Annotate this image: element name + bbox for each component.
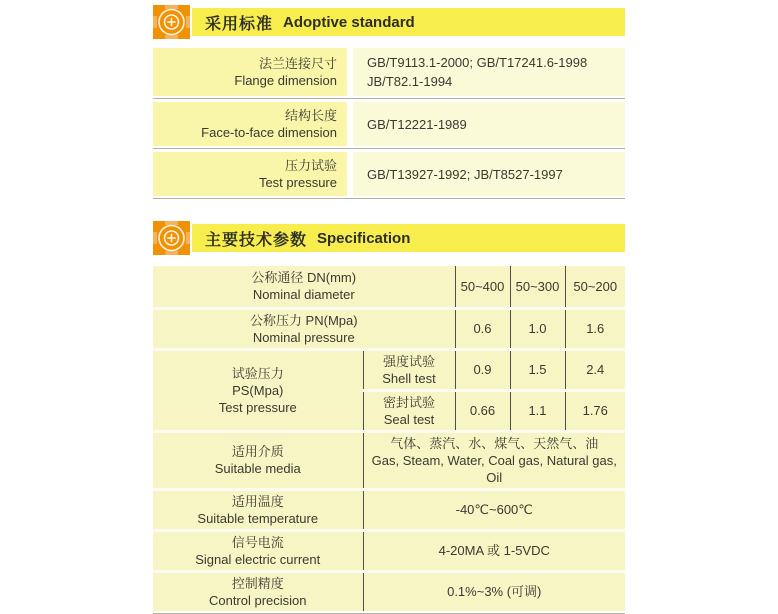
dn-value-cell: 50~400	[455, 266, 510, 308]
section-title-bar	[192, 224, 625, 252]
row-label-zh: 公称通径 DN(mm)	[251, 270, 357, 286]
shell-test-value-cell: 1.5	[510, 349, 565, 390]
row-label-en: Control precision	[208, 592, 307, 608]
valve-target-logo-icon	[153, 5, 190, 39]
section-header-adoptive-standard	[153, 5, 625, 39]
shell-test-value-cell: 2.4	[565, 349, 625, 390]
section-header-specification	[153, 221, 625, 255]
seal-test-value-cell: 0.66	[455, 390, 510, 431]
sub-label-zh: 强度试验	[382, 353, 435, 369]
seal-test-value-cell: 1.1	[510, 390, 565, 431]
row-label-unit: PS(Mpa)	[232, 382, 284, 398]
row-label-en: Flange dimension	[234, 73, 337, 88]
row-label-zh: 控制精度	[231, 575, 284, 591]
table-row-nominal-diameter	[153, 266, 625, 308]
table-row-control-precision	[153, 571, 625, 611]
row-label	[153, 530, 363, 571]
row-value	[353, 102, 625, 146]
pn-value-cell: 1.0	[510, 308, 565, 349]
row-label-en: Face-to-face dimension	[201, 125, 337, 140]
row-separator	[153, 96, 625, 102]
pn-value-cell: 0.6	[455, 308, 510, 349]
media-value-zh: 气体、蒸汽、水、煤气、天然气、油	[390, 435, 599, 451]
section-title-en: Adoptive standard	[283, 13, 415, 31]
row-label-zh: 公称压力 PN(Mpa)	[249, 312, 358, 328]
specification-table	[153, 266, 625, 611]
row-label	[153, 48, 347, 96]
row-label-en: Suitable temperature	[197, 510, 319, 526]
standards-table	[153, 48, 625, 202]
standard-value: JB/T82.1-1994	[367, 74, 453, 89]
sub-label-en: Shell test	[382, 370, 436, 386]
row-label	[153, 489, 363, 530]
table-row	[153, 102, 625, 146]
media-value-cell	[363, 431, 625, 489]
row-label	[153, 431, 363, 489]
table-row-nominal-pressure	[153, 308, 625, 349]
sub-row-label	[363, 390, 455, 431]
standard-value: GB/T9113.1-2000; GB/T17241.6-1998	[367, 55, 588, 70]
row-label-zh: 适用温度	[231, 493, 284, 509]
row-label-zh: 法兰连接尺寸	[258, 56, 337, 71]
sub-label-en: Seal test	[383, 411, 435, 427]
table-row-suitable-temperature	[153, 489, 625, 530]
table-bottom-line	[153, 611, 625, 614]
pn-value-cell: 1.6	[565, 308, 625, 349]
row-label	[153, 102, 347, 146]
table-row-shell-test	[153, 349, 625, 390]
sub-row-label	[363, 349, 455, 390]
row-value	[353, 48, 625, 96]
row-label-en: Test pressure	[258, 175, 337, 190]
signal-value-cell: 4-20MA 或 1-5VDC	[363, 530, 625, 571]
dn-value-cell: 50~200	[565, 266, 625, 308]
row-value	[353, 152, 625, 196]
section-title-bar	[192, 8, 625, 36]
table-row	[153, 152, 625, 196]
media-value-en: Gas, Steam, Water, Coal gas, Natural gas, Oil	[371, 452, 617, 485]
valve-target-logo-icon	[153, 221, 190, 255]
row-label	[153, 266, 455, 308]
section-title-zh: 采用标准	[205, 15, 274, 33]
table-row-suitable-media	[153, 431, 625, 489]
row-label	[153, 308, 455, 349]
temperature-value-cell: -40℃~600℃	[363, 489, 625, 530]
dn-value-cell: 50~300	[510, 266, 565, 308]
row-label-en: Signal electric current	[195, 551, 321, 567]
table-row-signal-current	[153, 530, 625, 571]
catalog-page	[153, 5, 625, 614]
standard-value: GB/T13927-1992; JB/T8527-1997	[367, 166, 563, 182]
row-label-zh: 适用介质	[231, 444, 284, 459]
row-label-en: Nominal diameter	[252, 287, 355, 303]
shell-test-value-cell: 0.9	[455, 349, 510, 390]
row-separator	[153, 196, 625, 202]
section-title-en: Specification	[317, 229, 411, 247]
section-title-zh: 主要技术参数	[205, 231, 308, 249]
row-label-zh: 结构长度	[284, 108, 337, 123]
row-label-test-pressure	[153, 349, 363, 431]
seal-test-value-cell: 1.76	[565, 390, 625, 431]
row-separator	[153, 146, 625, 152]
row-label	[153, 152, 347, 196]
row-label-en: Suitable media	[214, 461, 301, 476]
row-label-en: Nominal pressure	[252, 329, 355, 345]
table-row	[153, 48, 625, 96]
row-label-zh: 压力试验	[284, 158, 337, 173]
row-label-zh: 信号电流	[231, 534, 284, 550]
row-label-en: Test pressure	[218, 399, 297, 415]
standard-value: GB/T12221-1989	[367, 116, 467, 132]
sub-label-zh: 密封试验	[382, 394, 435, 410]
row-label-zh: 试验压力	[231, 365, 284, 381]
precision-value-cell: 0.1%~3% (可调)	[363, 571, 625, 611]
row-label	[153, 571, 363, 611]
